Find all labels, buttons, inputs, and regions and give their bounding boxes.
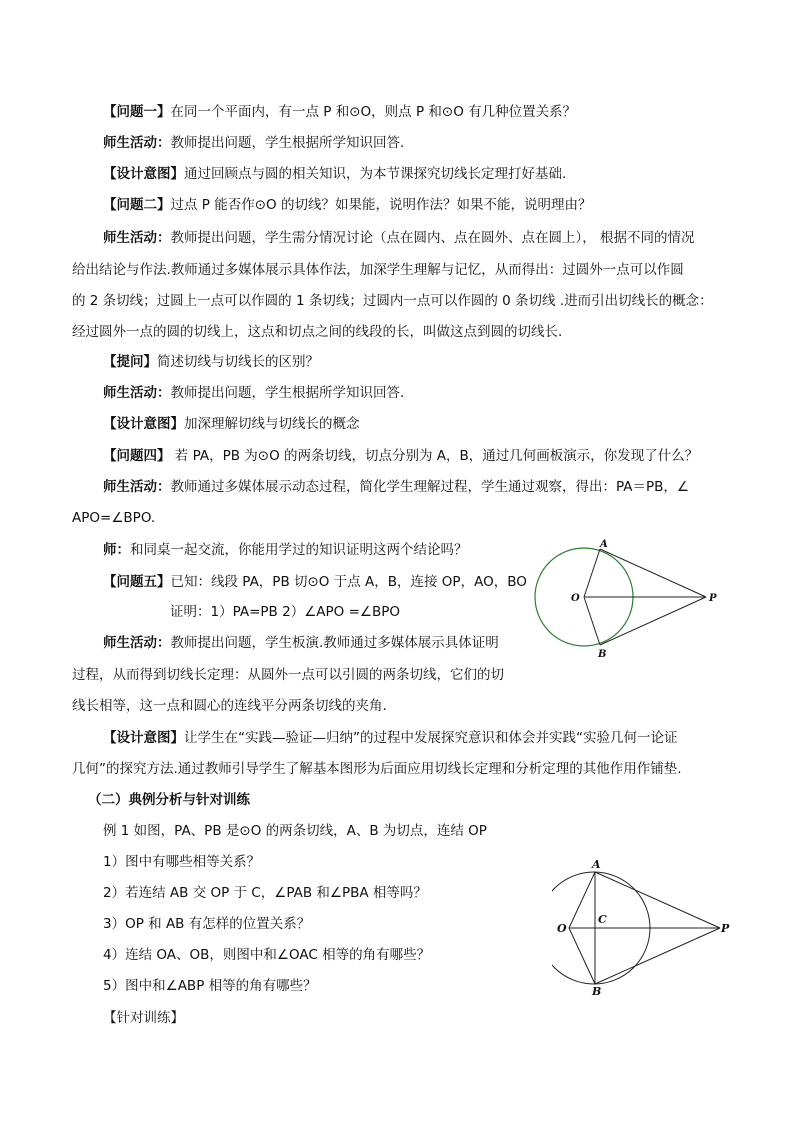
intent2-text: 加深理解切线与切线长的概念 — [184, 416, 360, 432]
q2-line — [103, 195, 591, 215]
act3-line — [103, 383, 404, 403]
q5-text: 已知：线段 PA，PB 切⊙O 于点 A，B，连接 OP，AO，BO — [170, 574, 527, 590]
teacher-text: 和同桌一起交流，你能用学过的知识证明这两个结论吗？ — [130, 542, 468, 558]
label-p: P — [721, 922, 730, 935]
example-item-4: 4）连结 OA、OB，则图中和∠OAC 相等的角有哪些？ — [103, 947, 431, 963]
act5-line2: 过程，从而得到切线长定理：从圆外一点可以引圆的两条切线，它们的切 — [72, 667, 504, 683]
example-item-3: 3）OP 和 AB 有怎样的位置关系？ — [103, 916, 311, 932]
segment-pb — [595, 928, 720, 984]
intent1-text: 通过回顾点与圆的相关知识，为本节课探究切线长定理打好基础. — [184, 166, 567, 182]
q1-text: 在同一个平面内，有一点 P 和⊙O，则点 P 和⊙O 有几种位置关系？ — [170, 104, 577, 120]
label-c: C — [598, 913, 607, 926]
segment-oa — [569, 872, 595, 928]
ask-line — [103, 352, 319, 372]
ask-text: 简述切线与切线长的区别？ — [157, 354, 319, 370]
teacher-label: 师： — [103, 542, 130, 558]
teacher-line — [103, 540, 468, 560]
act1-text: 教师提出问题，学生根据所学知识回答. — [170, 135, 405, 151]
tangent-figure-2 — [552, 855, 742, 1000]
act2-text-1: 教师提出问题，学生需分情况讨论（点在圆内、点在圆外、点在圆上）， 根据不同的情况 — [170, 230, 695, 246]
act5-text-1: 教师提出问题，学生板演.教师通过多媒体展示具体证明 — [170, 635, 499, 651]
act3-label: 师生活动： — [103, 385, 171, 401]
segment-pb — [600, 597, 706, 645]
training-label: 【针对训练】 — [103, 1010, 184, 1026]
act1-line — [103, 133, 404, 153]
act4-line1 — [103, 477, 689, 497]
intent3-text-1: 让学生在“实践—验证—归纳”的过程中发展探究意识和体会并实践“实验几何一论证 — [184, 730, 678, 746]
example-item-2: 2）若连结 AB 交 OP 于 C，∠PAB 和∠PBA 相等吗？ — [103, 885, 427, 901]
q5-proof: 证明：1）PA=PB 2）∠APO =∠BPO — [170, 604, 401, 620]
q2-label: 【问题二】 — [103, 197, 171, 213]
segment-ob — [584, 597, 600, 645]
segment-pa — [595, 872, 720, 928]
q2-text: 过点 P 能否作⊙O 的切线？如果能，说明作法？如果不能，说明理由？ — [170, 197, 592, 213]
intent3-label: 【设计意图】 — [103, 730, 184, 746]
q1-line — [103, 102, 576, 122]
act1-label: 师生活动： — [103, 135, 171, 151]
q4-text: 若 PA，PB 为⊙O 的两条切线，切点分别为 A，B，通过几何画板演示，你发现了什么？ — [170, 448, 699, 464]
act4-text-1: 教师通过多媒体展示动态过程，简化学生理解过程，学生通过观察，得出：PA＝PB，∠ — [170, 479, 690, 495]
section2-title: （二）典例分析与针对训练 — [88, 792, 250, 808]
intent1-line — [103, 164, 566, 184]
intent3-line1 — [103, 728, 677, 748]
q4-line — [103, 446, 698, 466]
intent1-label: 【设计意图】 — [103, 166, 184, 182]
ask-label: 【提问】 — [103, 354, 157, 370]
act5-line1 — [103, 633, 499, 653]
example-intro: 例 1 如图，PA、PB 是⊙O 的两条切线，A、B 为切点，连结 OP — [103, 823, 487, 839]
act5-line3: 线长相等，这一点和圆心的连线平分两条切线的夹角. — [72, 698, 387, 714]
label-a: A — [592, 858, 601, 871]
act2-line4: 经过圆外一点的圆的切线上，这点和切点之间的线段的长，叫做这点到圆的切线长. — [72, 324, 563, 340]
segment-pa — [600, 549, 706, 597]
intent2-line — [103, 414, 360, 434]
act2-line3: 的 2 条切线；过圆上一点可以作圆的 1 条切线；过圆内一点可以作圆的 0 条切线 .进而引出切线长的概念： — [72, 293, 713, 309]
label-a: A — [600, 539, 608, 550]
act5-label: 师生活动： — [103, 635, 171, 651]
act2-label: 师生活动： — [103, 230, 171, 246]
tangent-figure-1 — [528, 535, 728, 665]
intent2-label: 【设计意图】 — [103, 416, 184, 432]
act4-label: 师生活动： — [103, 479, 171, 495]
segment-ob — [569, 928, 595, 984]
q5-label: 【问题五】 — [103, 574, 171, 590]
q5-line — [103, 572, 527, 592]
act2-line2: 给出结论与作法.教师通过多媒体展示具体作法，加深学生理解与记忆，从而得出：过圆外一点可以作圆 — [72, 262, 684, 278]
act4-line2: APO=∠BPO. — [72, 510, 156, 526]
act3-text: 教师提出问题，学生根据所学知识回答. — [170, 385, 405, 401]
segment-oa — [584, 549, 600, 597]
label-o: O — [571, 593, 580, 604]
example-item-5: 5）图中和∠ABP 相等的角有哪些？ — [103, 978, 317, 994]
intent3-line2: 几何”的探究方法.通过教师引导学生了解基本图形为后面应用切线长定理和分析定理的其他作用作铺垫. — [72, 761, 682, 777]
act2-line1 — [103, 228, 695, 248]
label-o: O — [557, 922, 567, 935]
q1-label: 【问题一】 — [103, 104, 171, 120]
q4-label: 【问题四】 — [103, 448, 171, 464]
example-item-1: 1）图中有哪些相等关系？ — [103, 854, 261, 870]
label-p: P — [709, 593, 717, 604]
label-b: B — [592, 985, 602, 998]
label-b: B — [598, 649, 607, 660]
